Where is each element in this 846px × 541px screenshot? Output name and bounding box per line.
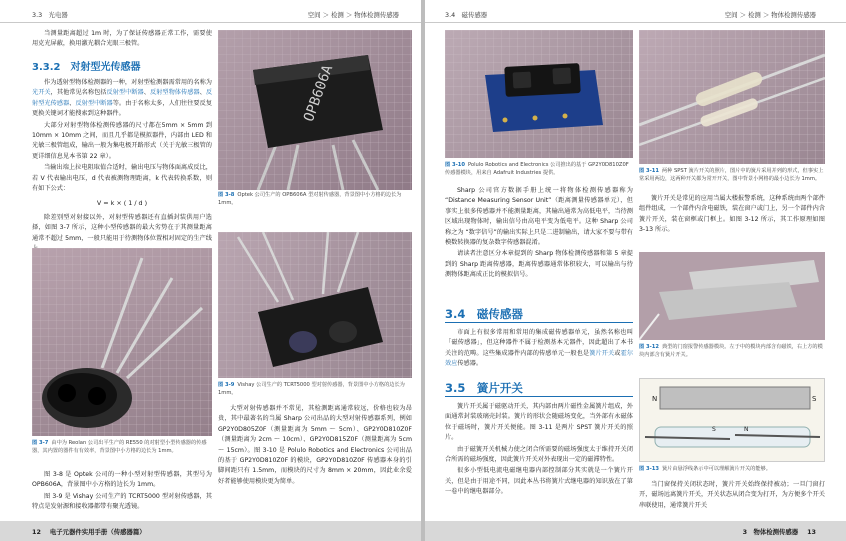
paragraph-alarm: 簧片开关是常见的应用当属大楼报警系统，这种系统由两个部件组件组成，一个部件内含电磁铁，装在窗户或门上，另一个部件内含簧片开关，装在窗框或门框上。如图 3-12 所示，其工作原理如图 3-13 所示。 <box>639 195 825 234</box>
figure-3-12-photo <box>639 252 825 340</box>
paragraph-large-sensors: 大型对射传感器并不常见，其检测距离通常较远，价格也较为昂贵，其中最著名的当属 Sharp 公司出品的大型对射传感器系列，例如 GP2Y0D805Z0F（测量距离为 5mm ～ 5cm）、GP2Y0D810Z0F（测量距离为 2cm ～ 10cm）、GP2Y0D815Z0F（测量距离为 5cm ～ 15cm）。图 3-10 是 Polulo Robotics and Electronics 公司出品的基于 GP2Y0D810Z0F 的模块，GP2Y0D810Z0F 传感器本身的引脚间距只有 1.5mm，而模块的尺寸为 8mm × 20mm，因此业余爱好者能够使用模块更为简单。 <box>218 405 412 485</box>
right-text-top <box>445 186 633 282</box>
right-text-alarm <box>639 194 825 237</box>
left-page <box>0 0 421 541</box>
diagram-reed-s: S <box>712 426 716 433</box>
paragraph-reed-intro: 簧片开关属于磁驱动开关，其内部由两片磁性金属簧片组成，外面通常封装玻璃壳封装。簧片的形状会随磁场变化，当外部有永磁体位于磁场时，簧片开关便能。图 3-11 是两片 SPST 簧片开关的照片。 <box>445 403 633 442</box>
paragraph-sizes: 大部分对射型物体检测传感器的尺寸都在5mm × 5mm 到 10mm × 10mm 之间，而且几乎都是模拟器件，内部由 LED 和光敏三极管组成，输出一般为集电极开路形式（关于光敏三极管的更详细信息见本书第 22 章）。 <box>32 121 212 160</box>
intro-paragraph: 当测量距离超过 1m 时，为了保证传感器正常工作，需要使用克光屏蔽，换用激光耦合光眼三极管。 <box>32 30 212 48</box>
figure-3-9-caption: 图 3-9 Vishay 公司生产的 TCRT5000 型对射传感器，背景图中小方格的边长为 1mm。 <box>218 382 405 396</box>
section-3-4-title: 3.4 磁传感器 <box>445 306 633 323</box>
right-text-reed <box>445 402 633 499</box>
left-text-top <box>32 29 212 51</box>
right-text-bottom <box>639 480 825 512</box>
figure-3-7-caption: 图 3-7 由中为 Reolan 公司出平生产的 RE550 的对射型小型传感器的传感器，其内置的器件有有效率，背景图中小方格的边长为 1mm。 <box>32 440 207 454</box>
left-text-body <box>32 78 212 256</box>
figure-3-7-photo <box>32 248 212 436</box>
figure-3-12-caption: 图 3-12 典型的门窗报警传感器模块。左于中的模块内部含有磁铁，右上方的模块内部含有簧片开关。 <box>639 344 823 358</box>
paragraph-distinguish: 请读者注意区分本章提到的 Sharp 物体检测传感器和第 5 章提到的 Sharp 距离传感器，距离传感器通常体积较大，可以输出与待测物体距离成正比的模拟信号。 <box>445 250 633 279</box>
right-text-magnetic <box>445 328 633 371</box>
figure-3-13-diagram <box>639 378 825 462</box>
left-page-header <box>0 6 421 23</box>
right-header-path: 空间 ＞ 检测 ＞ 物体检测传感器 <box>724 11 816 19</box>
figure-3-8-caption: 图 3-8 Optek 公司生产的 OPB606A 型对射传感器，背景图中小方格的边长为 1mm。 <box>218 192 402 206</box>
diagram-label-n: N <box>652 395 658 403</box>
paragraph-output: 当输出端上拉电阻取值合适时，输出电压与物体面离成反比，若 V 代表输出电压，d 代表被测物理距离，k 代表转换系数，则有如下公式： <box>32 164 212 193</box>
right-header-chapter: 3.4 磁传感器 <box>445 11 488 19</box>
paragraph-sharp: Sharp 公司官方数据手册上统一将物体检测传感器称为 “Distance Measuring Sensor Unit”（距离测量传感器单元），但事实上很多传感器并不能测量距离，其输出通常为高低电平，当待测区域出现物体时，输出信号由高电平变为低电平。这种 Sharp 公司称之为 “数字信号”的输出实际上只是二进制输出，请大家不要与带有模数转换器的复杂数字传感器混淆。 <box>445 187 633 247</box>
diagram-reed-n: N <box>744 426 749 433</box>
left-text-bottom <box>32 470 212 514</box>
formula: V = k × ( 1 / d ) <box>96 199 148 208</box>
paragraph-hysteresis: 由于磁簧开关机械力使之闭合所需要的磁场强度太于维持开关闭合所需的磁场强度，因此簧片开关对外表现出一定的磁滞特性。 <box>445 445 633 464</box>
paragraph-relay: 很多小型低电流电磁继电器内部控制部分其实就是一个簧片开关，但是由于用途不同，因此本丛书将簧片式继电器的知识放在了第一卷中的继电器部分。 <box>445 467 633 496</box>
paragraph-magnetic: 市面上有很多常用和常用的集成磁传感器单元，虽然名称也叫「磁传感器」，但这种器件不属于检测基本元器件，因此超出了本书关注的范畴。这些集成器件内部的传感单元一般也是簧片开关或霍尔效应传感器。 <box>445 329 634 368</box>
figure-3-11-photo <box>639 30 825 164</box>
left-header-chapter: 3.3 光电器 <box>32 11 68 19</box>
left-page-footer <box>0 521 421 541</box>
paragraph-fig38: 图 3-8 是 Optek 公司的一种小型对射型传感器，其型号为 OPB606A，背景图中小方格的边长为 1mm。 <box>32 471 212 489</box>
right-page <box>425 0 846 541</box>
paragraph-inline: 除差别型对射接以外，对射型传感器还有直插封装供用户选择，如图 3-7 所示，这种小型传感器的最大劣势在于其测量距离通常不超过 5mm，一般只能用于待测物体位置相对固定的生产线 <box>32 213 212 242</box>
right-page-header <box>425 6 846 23</box>
left-header-path: 空间 ＞ 检测 ＞ 物体检测传感器 <box>307 11 399 19</box>
left-footer-title: 电子元器件实用手册（传感器篇） <box>49 528 146 536</box>
right-footer-page: 13 <box>807 528 816 536</box>
diagram-label-s: S <box>812 395 817 403</box>
figure-3-9-photo <box>218 232 412 378</box>
section-3-5-title: 3.5 簧片开关 <box>445 380 633 397</box>
left-text-right-col <box>218 404 412 488</box>
right-footer-chapter: 3 物体检测传感器 <box>742 528 799 536</box>
paragraph-fig39: 图 3-9 是 Vishay 公司生产的 TCRT5000 型对射传感器，其特点是发射源和接收器都带有聚光透镜。 <box>32 492 212 511</box>
section-3-3-2-title: 3.3.2 对射型光传感器 <box>32 62 141 73</box>
svg-text:OPB606A: OPB606A <box>300 62 337 124</box>
paragraph-door-closed: 当门窗保持关闭状态时，簧片开关始终保持被动；一旦门窗打开，磁场远离簧片开关，开关状态从闭合变为打开，为方便多个开关串联使用，通常簧片开关 <box>639 481 825 509</box>
figure-3-10-caption: 图 3-10 Polulo Robotics and Electronics 公司推出的基于 GP2Y0D810Z0F 传感器模块，用来自 Adafruit Industries 提供。 <box>445 162 629 176</box>
figure-3-11-caption: 图 3-11 两种 SPST 簧片开关的照片，图片中的簧片采用并列的形式，但事实上常采用两边，这两种开关都为常开开关，图中背景小网格的最小边长为 1mm。 <box>639 168 824 182</box>
left-footer-page: 12 <box>32 528 41 536</box>
paragraph-names: 作为透射型物体检测器的一种，对射型检测器需常用的名称为光开关，其他常见名称包括反射型中断器、反射型物体传感器、反射型光传感器、反射型中断器等。由于名称太多，人们往往要反复更换关键词才能搜索到这种器件。 <box>32 79 213 118</box>
figure-3-10-photo <box>445 30 633 158</box>
figure-3-13-caption: 图 3-13 簧片由悬浮线条示中可以理解簧片开关的能够。 <box>639 466 771 472</box>
right-page-footer <box>425 521 846 541</box>
figure-3-8-photo <box>218 30 412 190</box>
